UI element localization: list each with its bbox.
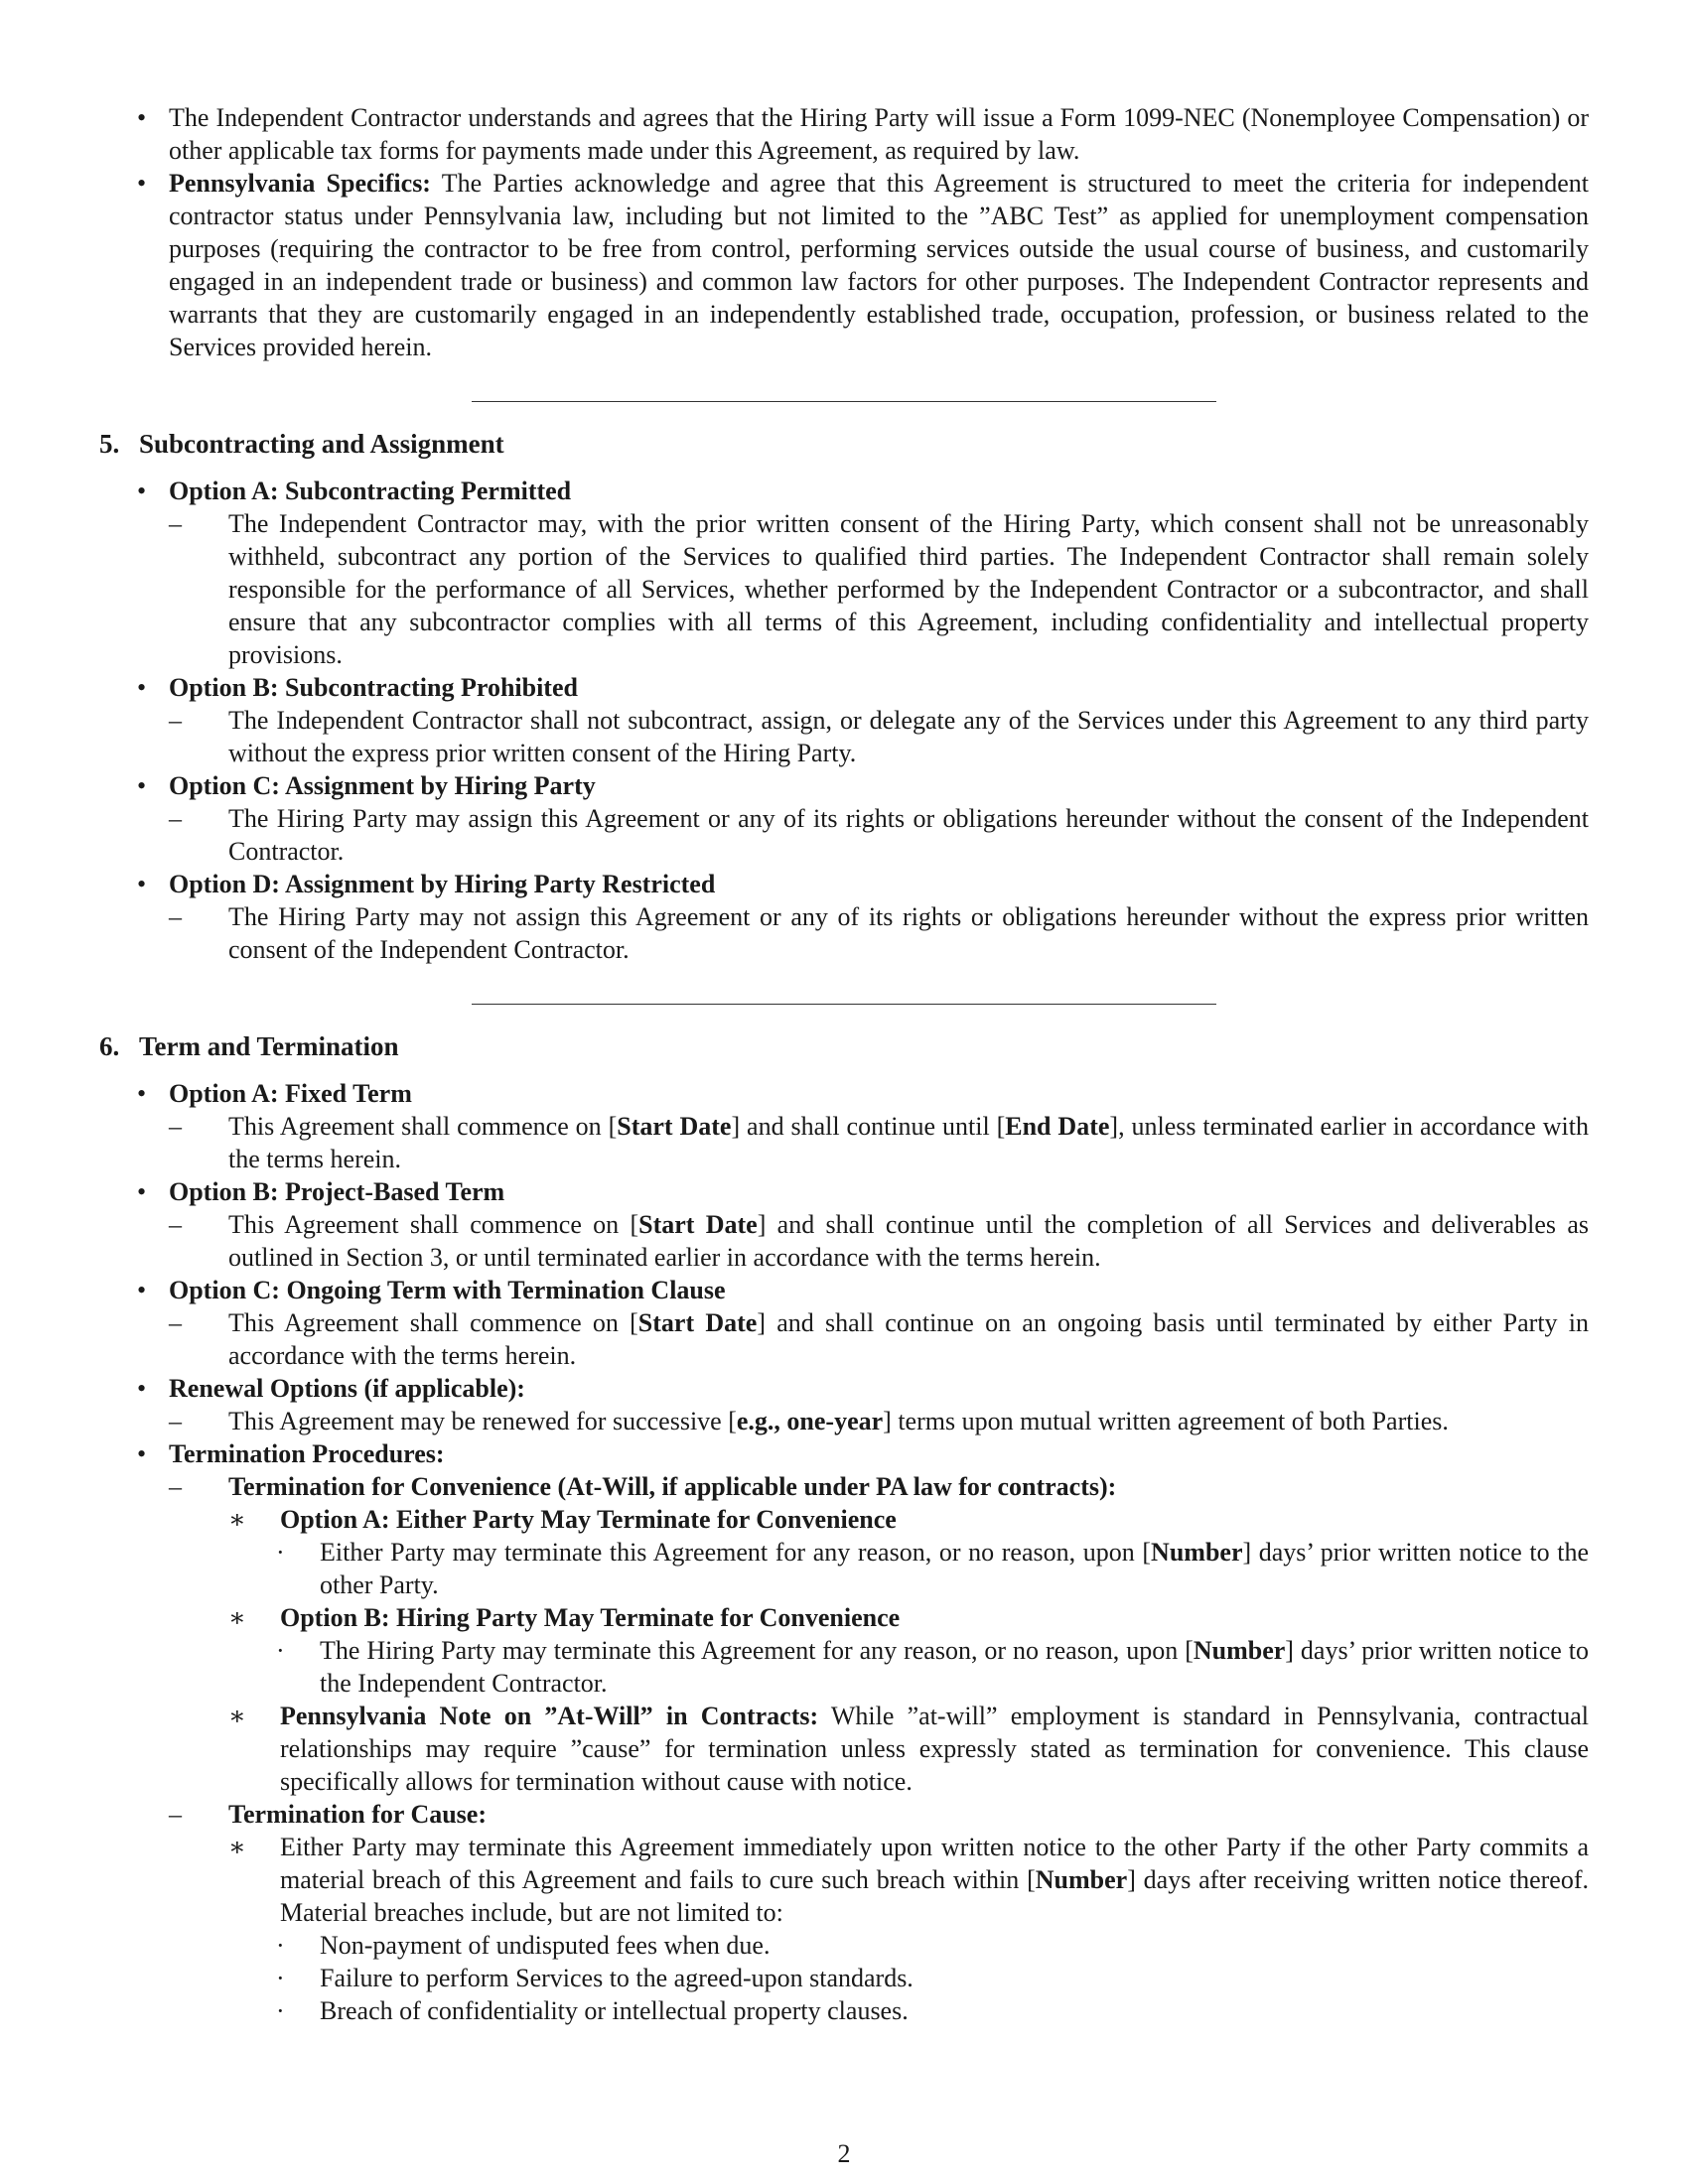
list-item: • Option A: Subcontracting Permitted – The Independent Contractor may, with the prior written consent of the Hiring Party, which consent shall not be unreasonably withheld, subcontract any portion of the Services to qualified third parties. The Independent Contractor shall remain solely responsible for the performance of all Services, whether performed by the Independent Contractor or a subcontractor, and shall ensure that any subcontractor complies with all terms of this Agreement, including confidentiality and intellectual property provisions. — [137, 477, 1589, 669]
bullet-icon: • — [137, 477, 147, 505]
divider — [472, 1004, 1216, 1005]
dash-icon: – — [169, 1472, 182, 1501]
dot-icon: · — [276, 1636, 285, 1665]
dash-icon: – — [169, 1308, 182, 1337]
sub-item: – Termination for Cause: ∗ Either Party may terminate this Agreement immediately upon written notice to the other Party if the other Party commits a material breach of this Agreement and fails to cure such breach within [Number] days after receiving written notice thereof. Material breaches include, but are not limited to: · Non-payment of undisputed fees when due. · Failure to perform Services to the agreed-upon standards. · Breach of confidentiality or intellectual property clauses. — [169, 1800, 1589, 2025]
bullet-icon: • — [137, 870, 147, 898]
section-5-heading: 5. Subcontracting and Assignment — [99, 429, 504, 459]
dot-icon: · — [276, 1538, 285, 1567]
sub-item: – The Hiring Party may not assign this Agreement or any of its rights or obligations hereunder without the express prior written consent of the Independent Contractor. — [169, 902, 1589, 964]
sub-item: – Termination for Convenience (At-Will, if applicable under PA law for contracts): ∗ Option A: Either Party May Terminate for Convenience · Either Party may terminate this Agreement for any reason, or no reason, upon [Number] days’ prior written notice to the other Party. ∗ Option B: Hiring Party May Terminate for Convenience · The Hiring Party may terminate this Agreement for any reason, or no reason, upon [Number] days’ prior written notice to the Independent Contractor. ∗ Pennsylvania Note on ”At-Will” in Contracts: While ”at-will” employment is standard in Pennsylvania, contractual relationships may require ”cause” for termination unless expressly stated as termination for convenience. This clause specifically allows for termination without cause with notice. — [169, 1472, 1589, 1796]
leaf-item: · Non-payment of undisputed fees when due. — [276, 1931, 771, 1960]
dash-icon: – — [169, 902, 182, 931]
dash-icon: – — [169, 1407, 182, 1435]
asterisk-icon: ∗ — [228, 1603, 246, 1632]
bullet-icon: • — [137, 673, 147, 702]
sub-item: – The Independent Contractor shall not subcontract, assign, or delegate any of the Services under this Agreement to any third party without the express prior written consent of the Hiring Party. — [169, 706, 1589, 767]
dash-icon: – — [169, 1112, 182, 1141]
asterisk-icon: ∗ — [228, 1702, 246, 1730]
bullet-icon: • — [137, 1439, 147, 1468]
dash-icon: – — [169, 1800, 182, 1829]
dash-icon: – — [169, 706, 182, 735]
dash-icon: – — [169, 804, 182, 833]
page-number: 2 — [837, 2139, 851, 2168]
list-item: • Termination Procedures: – Termination for Convenience (At-Will, if applicable under PA law for contracts): ∗ Option A: Either Party May Terminate for Convenience · Either Party may terminate this Agreement for any reason, or no reason, upon [Number] days’ prior written notice to the other Party. ∗ Option B: Hiring Party May Terminate for Convenience · The Hiring Party may terminate this Agreement for any reason, or no reason, upon [Number] days’ prior written notice to the Independent Contractor. ∗ Pennsylvania Note on ”At-Will” in Contracts: While ”at-will” employment is standard in Pennsylvania, contractual relationships may require ”cause” for termination unless expressly stated as termination for convenience. This clause specifically allows for termination without cause with notice. – Termination for Cause: ∗ Either Party may terminate this Agreement immediately upon written notice to the other Party if the other Party commits a material breach of this Agreement and fails to cure such breach within [Number] days after receiving written notice thereof. Material breaches include, but are not limited to: · Non-payment of undisputed fees when due. · Failure to perform Services to the agreed-upon standards. · Breach of confidentiality or intellectual property clauses. — [137, 1439, 1589, 2025]
section-6-heading: 6. Term and Termination — [99, 1031, 399, 1061]
leaf-item: · Failure to perform Services to the agreed-upon standards. — [276, 1964, 914, 1992]
sub-sub-item: ∗ Either Party may terminate this Agreement immediately upon written notice to the other Party if the other Party commits a material breach of this Agreement and fails to cure such breach within [Number] days after receiving written notice thereof. Material breaches include, but are not limited to: · Non-payment of undisputed fees when due. · Failure to perform Services to the agreed-upon standards. · Breach of confidentiality or intellectual property clauses. — [228, 1833, 1589, 2025]
divider — [472, 401, 1216, 402]
list-item: • Option C: Ongoing Term with Termination Clause – This Agreement shall commence on [Start Date] and shall continue on an ongoing basis until terminated by either Party in accordance with the terms herein. — [137, 1276, 1589, 1370]
list-item: • The Independent Contractor understands and agrees that the Hiring Party will issue a Form 1099-NEC (Nonemployee Compensation) or other applicable tax forms for payments made under this Agreement, as required by law. — [137, 103, 1589, 165]
leaf-item: · Breach of confidentiality or intellectual property clauses. — [276, 1996, 909, 2025]
dot-icon: · — [276, 1996, 285, 2025]
asterisk-icon: ∗ — [228, 1505, 246, 1534]
section-6-list — [99, 1077, 1589, 2027]
asterisk-icon: ∗ — [228, 1833, 246, 1861]
sub-item: – The Independent Contractor may, with the prior written consent of the Hiring Party, which consent shall not be unreasonably withheld, subcontract any portion of the Services to qualified third parties. The Independent Contractor shall remain solely responsible for the performance of all Services, whether performed by the Independent Contractor or a subcontractor, and shall ensure that any subcontractor complies with all terms of this Agreement, including confidentiality and intellectual property provisions. — [169, 509, 1589, 669]
pa-specifics-label: Pennsylvania Specifics: — [169, 169, 431, 198]
dash-icon: – — [169, 509, 182, 538]
sub-item: – This Agreement shall commence on [Start Date] and shall continue until [End Date], unless terminated earlier in accordance with the terms herein. — [169, 1112, 1589, 1173]
leaf-item: · Either Party may terminate this Agreement for any reason, or no reason, upon [Number] days’ prior written notice to the other Party. — [276, 1538, 1589, 1599]
dot-icon: · — [276, 1964, 285, 1992]
dot-icon: · — [276, 1931, 285, 1960]
sub-sub-item: ∗ Pennsylvania Note on ”At-Will” in Contracts: While ”at-will” employment is standard in Pennsylvania, contractual relationships may require ”cause” for termination unless expressly stated as termination for convenience. This clause specifically allows for termination without cause with notice. — [228, 1702, 1589, 1796]
bullet-icon: • — [137, 1374, 147, 1403]
bullet-icon: • — [137, 771, 147, 800]
list-item: • Pennsylvania Specifics: The Parties acknowledge and agree that this Agreement is structured to meet the criteria for independent contractor status under Pennsylvania law, including but not limited to the ”ABC Test” as applied for unemployment compensation purposes (requiring the contractor to be free from control, performing services outside the usual course of business, and customarily engaged in an independent trade or business) and common law factors for other purposes. The Independent Contractor represents and warrants that they are customarily engaged in an independently established trade, occupation, profession, or business related to the Services provided herein. — [137, 169, 1590, 361]
section-5-list — [99, 475, 1589, 966]
sub-item: – This Agreement shall commence on [Start Date] and shall continue until the completion of all Services and deliverables as outlined in Section 3, or until terminated earlier in accordance with the terms herein. — [169, 1210, 1589, 1272]
list-item: • Option A: Fixed Term – This Agreement shall commence on [Start Date] and shall continue until [End Date], unless terminated earlier in accordance with the terms herein. — [137, 1079, 1589, 1173]
sub-item: – The Hiring Party may assign this Agreement or any of its rights or obligations hereunder without the consent of the Independent Contractor. — [169, 804, 1589, 866]
bullet-icon: • — [137, 169, 147, 198]
list-item: • Option B: Project-Based Term – This Agreement shall commence on [Start Date] and shall continue until the completion of all Services and deliverables as outlined in Section 3, or until terminated earlier in accordance with the terms herein. — [137, 1177, 1589, 1272]
list-item: • Renewal Options (if applicable): – This Agreement may be renewed for successive [e.g., one-year] terms upon mutual written agreement of both Parties. — [99, 1372, 1589, 1437]
section-4-tail-list — [99, 101, 1589, 363]
sub-item: – This Agreement shall commence on [Start Date] and shall continue on an ongoing basis until terminated by either Party in accordance with the terms herein. — [169, 1308, 1589, 1370]
sub-sub-item: ∗ Option A: Either Party May Terminate for Convenience · Either Party may terminate this Agreement for any reason, or no reason, upon [Number] days’ prior written notice to the other Party. — [228, 1505, 1589, 1599]
list-item: • Option D: Assignment by Hiring Party Restricted – The Hiring Party may not assign this Agreement or any of its rights or obligations hereunder without the express prior written consent of the Independent Contractor. — [137, 870, 1589, 964]
dash-icon: – — [169, 1210, 182, 1239]
bullet-icon: • — [137, 1177, 147, 1206]
list-item: • Option B: Subcontracting Prohibited – The Independent Contractor shall not subcontract, assign, or delegate any of the Services under this Agreement to any third party without the express prior written consent of the Hiring Party. — [137, 673, 1589, 767]
bullet-icon: • — [137, 1079, 147, 1108]
bullet-icon: • — [137, 103, 147, 132]
leaf-item: · The Hiring Party may terminate this Agreement for any reason, or no reason, upon [Number] days’ prior written notice to the Independent Contractor. — [276, 1636, 1589, 1698]
document-page — [99, 101, 1589, 2027]
sub-sub-item: ∗ Option B: Hiring Party May Terminate for Convenience · The Hiring Party may terminate this Agreement for any reason, or no reason, upon [Number] days’ prior written notice to the Independent Contractor. — [228, 1603, 1589, 1698]
list-item: • Option C: Assignment by Hiring Party – The Hiring Party may assign this Agreement or any of its rights or obligations hereunder without the consent of the Independent Contractor. — [137, 771, 1589, 866]
sub-item: – This Agreement may be renewed for successive [e.g., one-year] terms upon mutual written agreement of both Parties. — [169, 1407, 1449, 1435]
bullet-icon: • — [137, 1276, 147, 1304]
